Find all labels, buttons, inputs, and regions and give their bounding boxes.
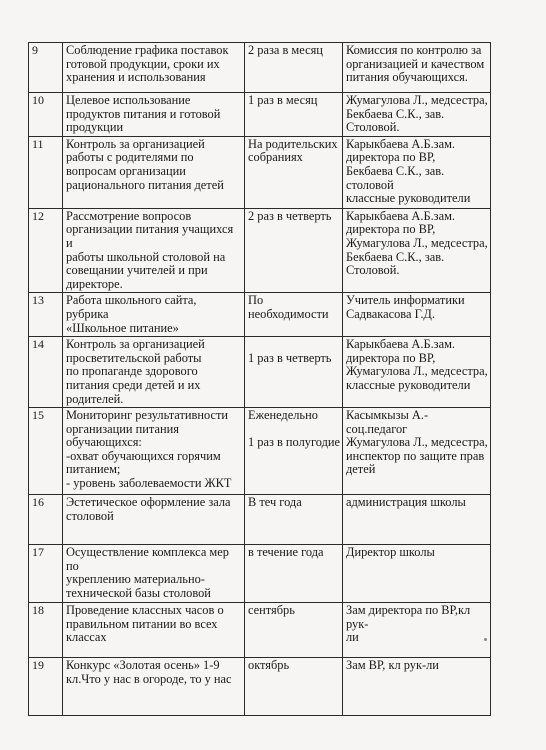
activity-cell: Целевое использование продуктов питания и готовой продукции <box>63 93 245 137</box>
activity-plan-table <box>28 42 491 716</box>
activity-cell: Соблюдение графика поставок готовой продукции, сроки их хранения и использования <box>63 43 245 93</box>
term-cell: 2 раза в месяц <box>245 43 343 93</box>
table-row <box>29 337 491 408</box>
term-cell: На родительских собраниях <box>245 136 343 208</box>
table-row <box>29 43 491 93</box>
table-row <box>29 93 491 137</box>
activity-cell: Контроль за организацией просветительской работы по пропаганде здорового питания среди детей и их родителей. <box>63 337 245 408</box>
responsible-cell: Комиссия по контролю за организацией и качеством питания обучающихся. <box>343 43 491 93</box>
activity-cell: Эстетическое оформление зала столовой <box>63 495 245 545</box>
term-cell: октябрь <box>245 658 343 716</box>
table-row <box>29 408 491 495</box>
term-cell: В теч года <box>245 495 343 545</box>
table-row <box>29 603 491 658</box>
table-row <box>29 495 491 545</box>
responsible-cell: Касымкызы А.- соц.педагог Жумагулова Л., медсестра, инспектор по защите прав детей <box>343 408 491 495</box>
row-number: 9 <box>29 43 63 93</box>
term-cell: Еженедельно 1 раз в полугодие <box>245 408 343 495</box>
table-row <box>29 293 491 337</box>
table-row <box>29 136 491 208</box>
term-cell: По необходимости <box>245 293 343 337</box>
responsible-cell: Карыкбаева А.Б.зам. директора по ВР, Жумагулова Л., медсестра, классные руководители <box>343 337 491 408</box>
activity-cell: Проведение классных часов о правильном питании во всех классах <box>63 603 245 658</box>
row-number: 17 <box>29 545 63 603</box>
responsible-cell: Жумагулова Л., медсестра, Бекбаева С.К., зав. Столовой. <box>343 93 491 137</box>
activity-cell: Контроль за организацией работы с родителями по вопросам организации рационального питания детей <box>63 136 245 208</box>
row-number: 18 <box>29 603 63 658</box>
responsible-cell: администрация школы <box>343 495 491 545</box>
scan-speck <box>484 638 487 641</box>
responsible-cell: Зам ВР, кл рук-ли <box>343 658 491 716</box>
table-row <box>29 658 491 716</box>
responsible-cell: Директор школы <box>343 545 491 603</box>
activity-cell: Рассмотрение вопросов организации питания учащихся и работы школьной столовой на совещании учителей и при директоре. <box>63 208 245 293</box>
row-number: 15 <box>29 408 63 495</box>
row-number: 16 <box>29 495 63 545</box>
activity-cell: Конкурс «Золотая осень» 1-9 кл.Что у нас в огороде, то у нас <box>63 658 245 716</box>
responsible-cell: Зам директора по ВР,кл рук- ли <box>343 603 491 658</box>
responsible-cell: Учитель информатики Садвакасова Г.Д. <box>343 293 491 337</box>
row-number: 11 <box>29 136 63 208</box>
term-cell: 1 раз в месяц <box>245 93 343 137</box>
row-number: 19 <box>29 658 63 716</box>
row-number: 14 <box>29 337 63 408</box>
activity-cell: Мониторинг результативности организации питания обучающихся: -охват обучающихся горячим питанием; - уровень заболеваемости ЖКТ <box>63 408 245 495</box>
responsible-cell: Карыкбаева А.Б.зам. директора по ВР, Бекбаева С.К., зав. столовой классные руководители <box>343 136 491 208</box>
term-cell: в течение года <box>245 545 343 603</box>
term-cell: 1 раз в четверть <box>245 337 343 408</box>
activity-cell: Работа школьного сайта, рубрика «Школьное питание» <box>63 293 245 337</box>
responsible-cell: Карыкбаева А.Б.зам. директора по ВР, Жумагулова Л., медсестра, Бекбаева С.К., зав. Столовой. <box>343 208 491 293</box>
term-cell: 2 раз в четверть <box>245 208 343 293</box>
row-number: 12 <box>29 208 63 293</box>
activity-cell: Осуществление комплекса мер по укреплению материально- технической базы столовой <box>63 545 245 603</box>
table-row <box>29 208 491 293</box>
table-row <box>29 545 491 603</box>
row-number: 13 <box>29 293 63 337</box>
term-cell: сентябрь <box>245 603 343 658</box>
row-number: 10 <box>29 93 63 137</box>
